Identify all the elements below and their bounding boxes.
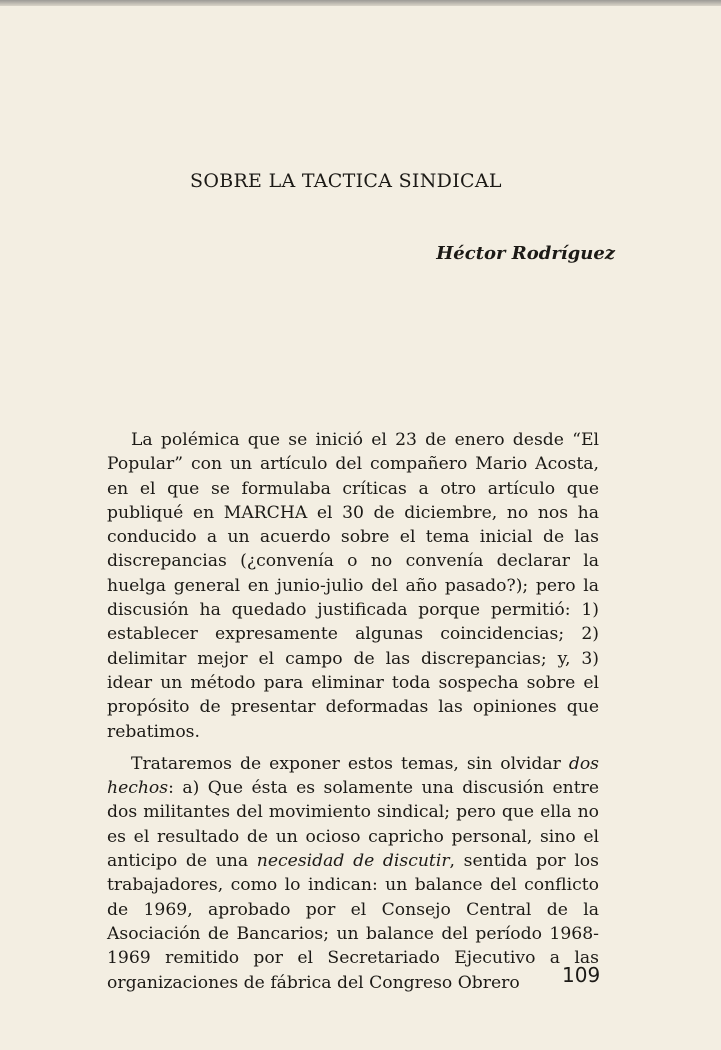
- page-title: SOBRE LA TACTICA SINDICAL: [190, 170, 502, 192]
- text-run: : a) Que ésta es solamente una discusión entre dos militantes del movimiento sindical; pero que ella no es el resultado de un ocioso capricho personal, sino el anticipo de una: [107, 778, 599, 872]
- emphasis-text: necesidad de discutir: [256, 851, 450, 872]
- text-run: , sentida por los trabajadores, como lo indican: un balance del conflicto de 1969, aprobado por el Consejo Central de la Asociación de Bancarios; un balance del período 1968-1969 remitido por el Secretariado Ejecutivo a las organizaciones de fábrica del Congreso Obrero: [107, 851, 599, 993]
- body-text: [107, 428, 599, 995]
- text-run: Trataremos de exponer estos temas, sin olvidar: [131, 753, 569, 774]
- emphasis-text: dos hechos: [107, 753, 599, 799]
- text-run: La polémica que se inició el 23 de enero desde “El Popular” con un artículo del compañero Mario Acosta, en el que se formulaba críticas a otro artículo que publiqué en MARCHA el 30 de diciembre, no nos ha conducido a un acuerdo sobre el tema inicial de las discrepancias (¿convenía o no convenía declarar la huelga general en junio-julio del año pasado?); pero la discusión ha quedado justificada porque permitió: 1) establecer expresamente algunas coincidencias; 2) delimitar mejor el campo de las discrepancias; y, 3) idear un método para eliminar toda sospecha sobre el propósito de presentar deformadas las opiniones que rebatimos.: [107, 430, 599, 742]
- page-number: 109: [562, 963, 601, 987]
- paragraph-2: [107, 752, 599, 995]
- page-top-edge: [0, 0, 721, 6]
- paragraph-1: [107, 428, 599, 744]
- author-name: Héctor Rodríguez: [436, 243, 615, 264]
